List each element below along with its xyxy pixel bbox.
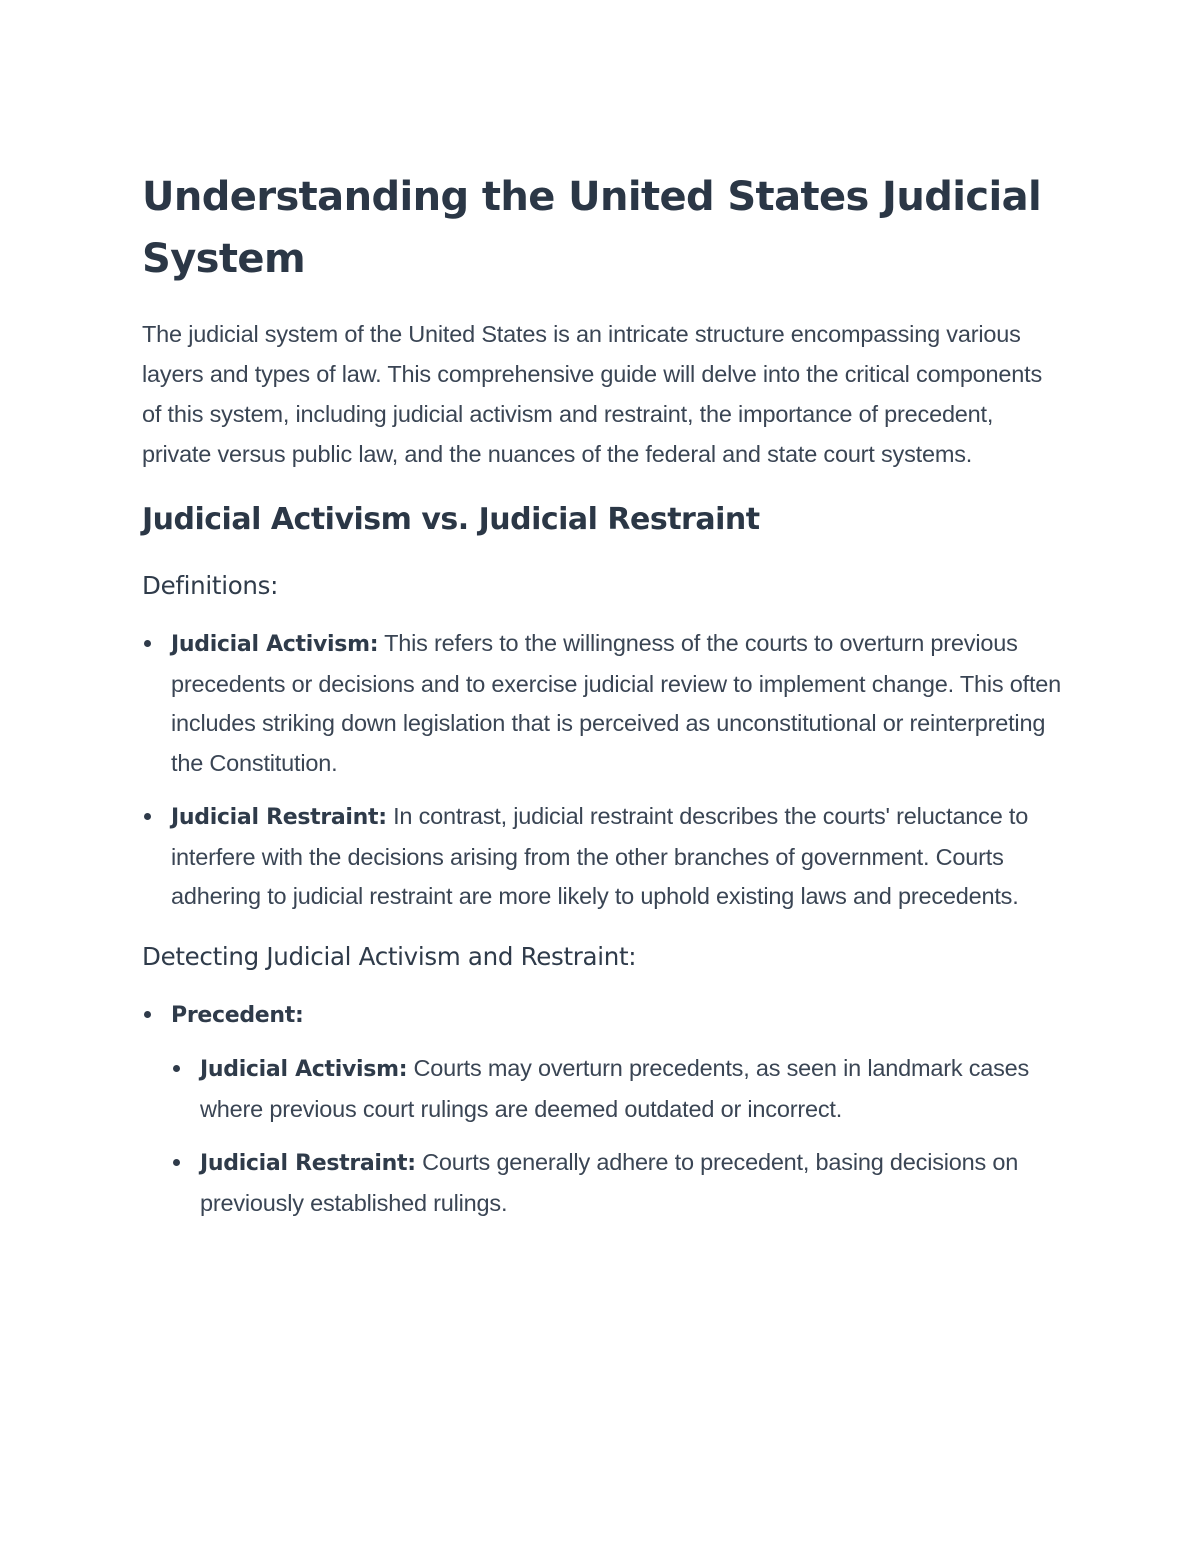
document-page [142, 166, 1062, 1237]
bullet-icon [144, 813, 151, 820]
list-item [171, 1143, 1062, 1223]
list-item [142, 797, 1062, 917]
precedent-sublist [171, 1049, 1062, 1223]
term-label: Judicial Restraint: [200, 1151, 416, 1176]
term-label: Judicial Activism: [171, 632, 379, 657]
term-label: Judicial Restraint: [171, 805, 387, 830]
definitions-list [142, 624, 1062, 917]
intro-paragraph: The judicial system of the United States is an intricate structure encompassing various layers and types of law. This comprehensive guide will delve into the critical components of this system, including judicial activism and restraint, the importance of precedent, private versus public law, and the nuances of the federal and state court systems. [142, 321, 1043, 467]
term-description: Courts may overturn precedents, as seen in landmark cases where previous court rulings are deemed outdated or incorrect. [200, 1055, 1030, 1122]
page-title: Understanding the United States Judicial System [142, 174, 1042, 282]
term-description: In contrast, judicial restraint describes the courts' reluctance to interfere with the decisions arising from the other branches of government. Courts adhering to judicial restraint are more likely to uphold existing laws and precedents. [171, 803, 1029, 909]
list-item [142, 995, 1062, 1224]
bullet-icon [173, 1065, 180, 1072]
term-label: Judicial Activism: [200, 1057, 408, 1082]
bullet-icon [144, 640, 151, 647]
bullet-icon [173, 1159, 180, 1166]
section-heading-activism-restraint: Judicial Activism vs. Judicial Restraint [142, 502, 760, 537]
definitions-heading: Definitions: [142, 571, 279, 600]
term-label: Precedent: [171, 1002, 304, 1028]
term-description: Courts generally adhere to precedent, basing decisions on previously established rulings. [200, 1149, 1019, 1216]
list-item [142, 624, 1062, 783]
detecting-list [142, 995, 1062, 1224]
list-item [171, 1049, 1062, 1129]
term-description: This refers to the willingness of the courts to overturn previous precedents or decisions and to exercise judicial review to implement change. This often includes striking down legislation that is perceived as unconstitutional or reinterpreting the Constitution. [171, 630, 1062, 776]
detecting-heading: Detecting Judicial Activism and Restraint: [142, 941, 637, 971]
bullet-icon [144, 1011, 151, 1018]
